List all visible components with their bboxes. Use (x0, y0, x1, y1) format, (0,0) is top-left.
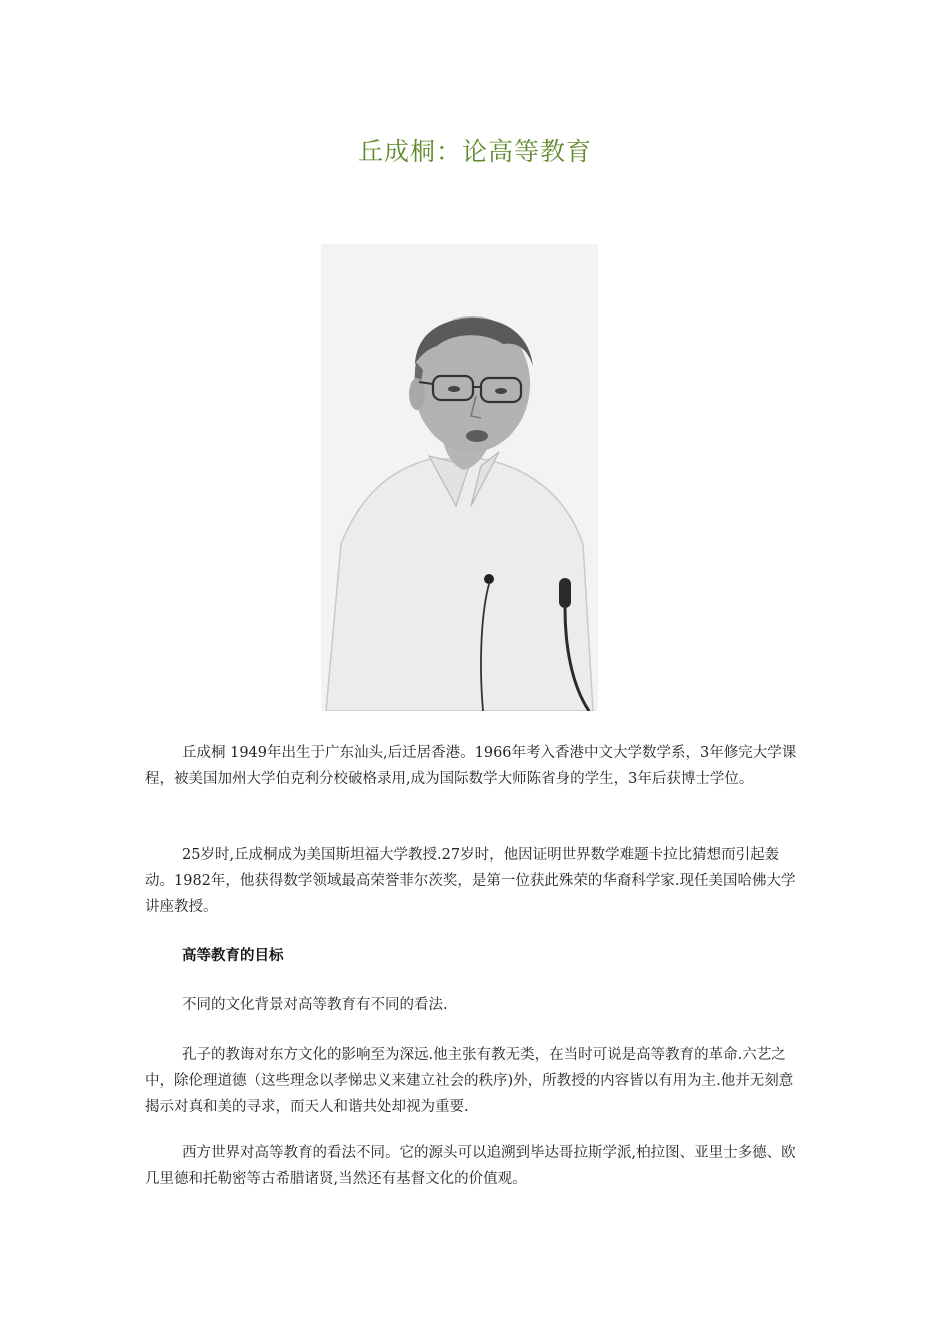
document-title: 丘成桐：论高等教育 (357, 137, 592, 166)
bio-paragraph-2: 25岁时,丘成桐成为美国斯坦福大学教授.27岁时，他因证明世界数学难题卡拉比猜想而引起轰动。1982年，他获得数学领域最高荣誉菲尔茨奖，是第一位获此殊荣的华裔科学家.现任美国哈佛大学讲座教授。 (145, 847, 796, 915)
bio-paragraph-1: 丘成桐 1949年出生于广东汕头,后迁居香港。1966年考入香港中文大学数学系，3年修完大学课程，被美国加州大学伯克利分校破格录用,成为国际数学大师陈省身的学生，3年后获博士学位。 (145, 745, 797, 787)
section-heading: 高等教育的目标 (182, 948, 284, 964)
body-paragraph-3: 西方世界对高等教育的看法不同。它的源头可以追溯到毕达哥拉斯学派,柏拉图、亚里士多德、欧几里德和托勒密等古希腊诸贤,当然还有基督文化的价值观。 (145, 1145, 796, 1187)
body-paragraph-2: 孔子的教诲对东方文化的影响至为深远.他主张有教无类，在当时可说是高等教育的革命.六艺之中，除伦理道德（这些理念以孝悌忠义来建立社会的秩序)外，所教授的内容皆以有用为主.他并无刻意揭示对真和美的寻求，而天人和谐共处却视为重要. (145, 1047, 794, 1115)
body-paragraph-1: 不同的文化背景对高等教育有不同的看法. (182, 997, 448, 1013)
portrait-photo (321, 244, 598, 711)
